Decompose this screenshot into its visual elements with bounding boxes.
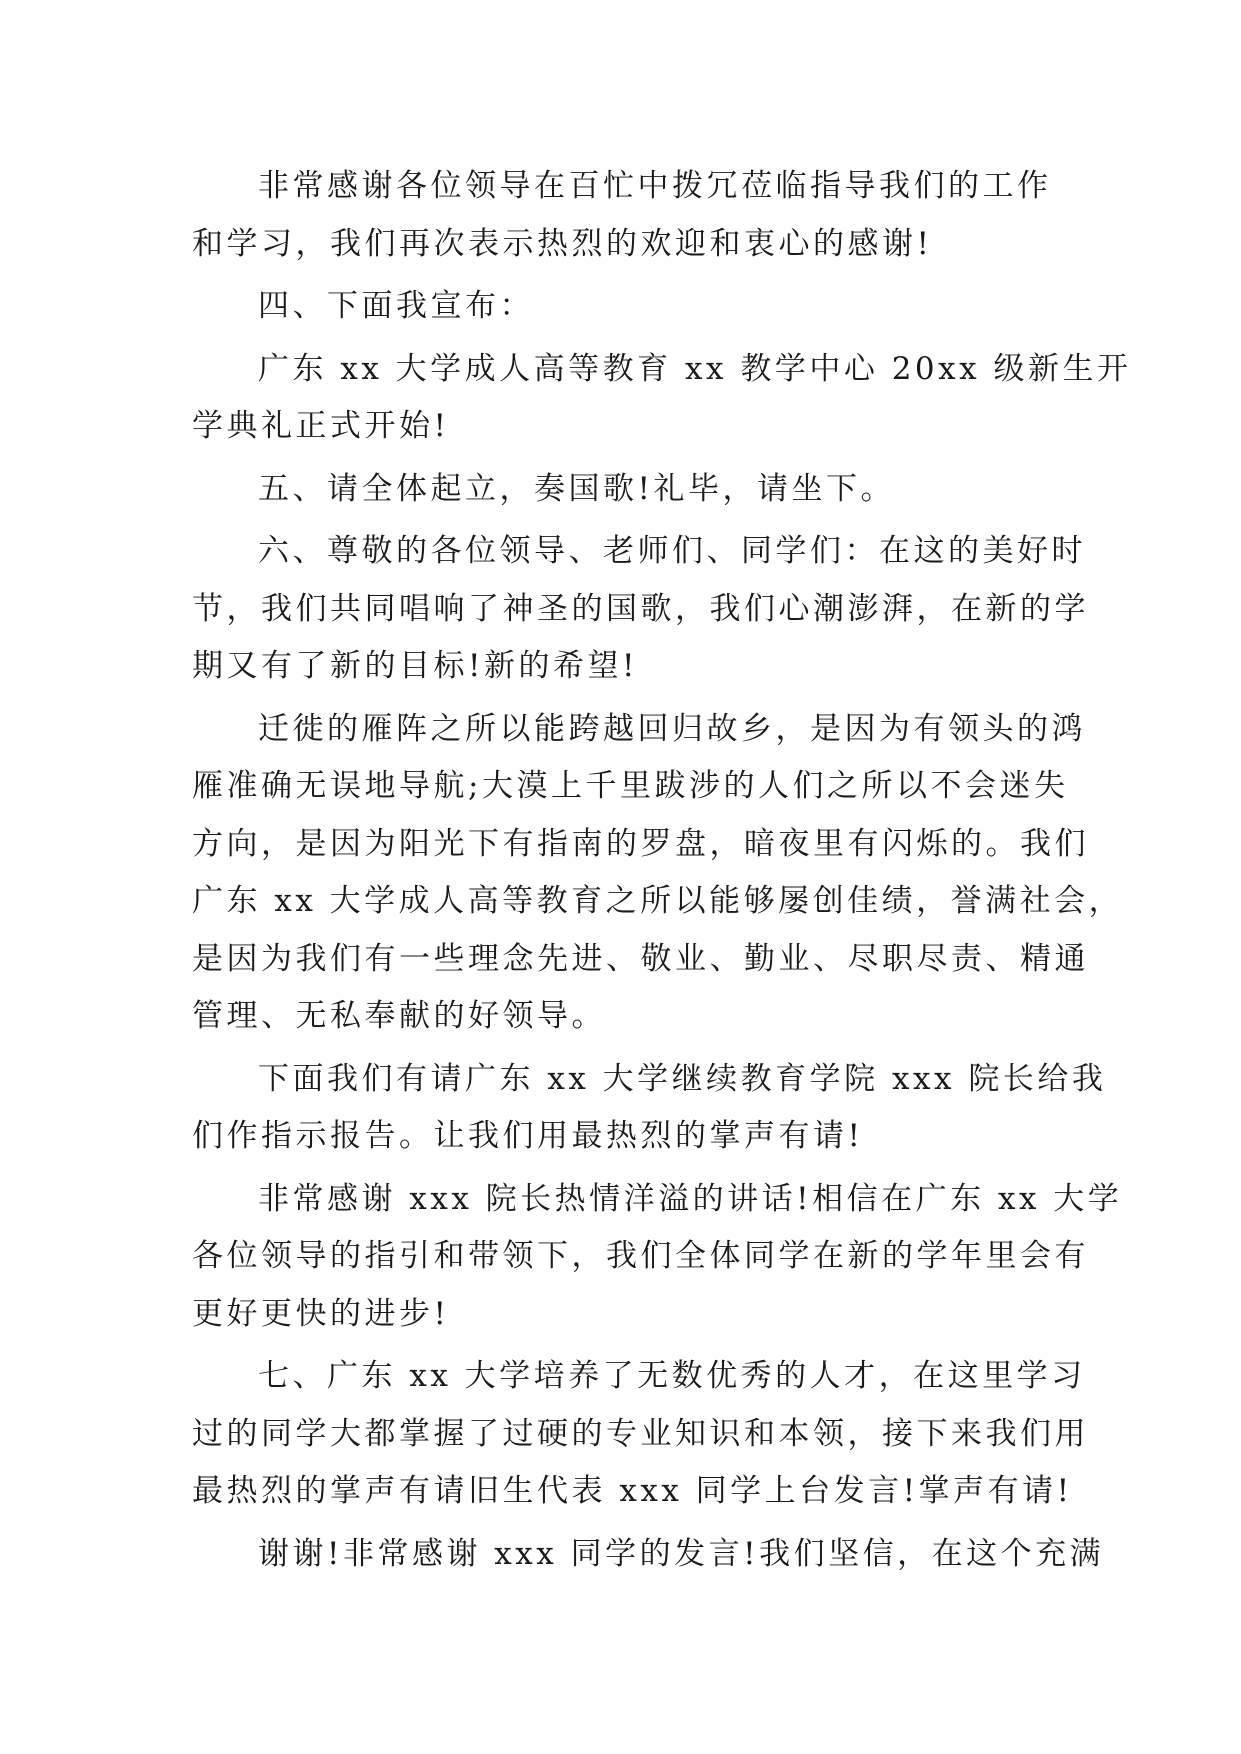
- text-line: 期又有了新的目标!新的希望!: [192, 648, 638, 684]
- text-line: 雁准确无误地导航;大漠上千里跋涉的人们之所以不会迷失: [192, 768, 1069, 804]
- paragraph: [192, 701, 1124, 1046]
- paragraph: [192, 461, 1052, 519]
- text-line: 是因为我们有一些理念先进、敬业、勤业、尽职尽责、精通: [192, 940, 1089, 977]
- text-line: 六、尊敬的各位领导、老师们、同学们：在这的美好时: [258, 533, 1086, 569]
- text-line: 非常感谢 xxx 院长热情洋溢的讲话!相信在广东 xx 大学: [258, 1180, 1123, 1217]
- text-line: 谢谢!非常感谢 xxx 同学的发言!我们坚信，在这个充满: [258, 1535, 1105, 1572]
- paragraph: [192, 341, 1132, 456]
- text-line: 七、广东 xx 大学培养了无数优秀的人才，在这里学习: [258, 1358, 1086, 1394]
- text-line: 迁徙的雁阵之所以能跨越回归故乡，是因为有领头的鸿: [258, 710, 1086, 747]
- text-line: 各位领导的指引和带领下，我们全体同学在新的学年里会有: [192, 1238, 1089, 1274]
- text-line: 和学习，我们再次表示热烈的欢迎和衷心的感谢!: [192, 225, 933, 262]
- text-line: 管理、无私奉献的好领导。: [192, 998, 606, 1034]
- text-line: 节，我们共同唱响了神圣的国歌，我们心潮澎湃，在新的学: [192, 590, 1089, 627]
- text-line: 五、请全体起立，奏国歌!礼毕，请坐下。: [258, 470, 895, 507]
- text-line: 广东 xx 大学成人高等教育之所以能够屡创佳绩，誉满社会，: [192, 883, 1124, 919]
- document-body: [192, 158, 1132, 1583]
- paragraph: [192, 1526, 1105, 1584]
- text-line: 非常感谢各位领导在百忙中拨冗莅临指导我们的工作: [258, 168, 1052, 204]
- text-line: 四、下面我宣布：: [258, 288, 534, 324]
- document-page: [192, 158, 1132, 1588]
- text-line: 广东 xx 大学成人高等教育 xx 教学中心 20xx 级新生开: [258, 350, 1132, 387]
- text-line: 最热烈的掌声有请旧生代表 xxx 同学上台发言!掌声有请!: [192, 1473, 1073, 1509]
- paragraph: [192, 1171, 1123, 1344]
- text-line: 们作指示报告。让我们用最热烈的掌声有请!: [192, 1118, 864, 1154]
- text-line: 更好更快的进步!: [192, 1295, 450, 1332]
- paragraph: [192, 158, 1052, 273]
- paragraph: [192, 523, 1089, 696]
- paragraph: [192, 278, 1052, 336]
- text-line: 方向，是因为阳光下有指南的罗盘，暗夜里有闪烁的。我们: [192, 825, 1089, 862]
- paragraph: [192, 1348, 1089, 1521]
- text-line: 过的同学大都掌握了过硬的专业知识和本领，接下来我们用: [192, 1415, 1089, 1452]
- text-line: 下面我们有请广东 xx 大学继续教育学院 xxx 院长给我: [258, 1060, 1107, 1097]
- text-line: 学典礼正式开始!: [192, 408, 450, 444]
- paragraph: [192, 1051, 1107, 1166]
